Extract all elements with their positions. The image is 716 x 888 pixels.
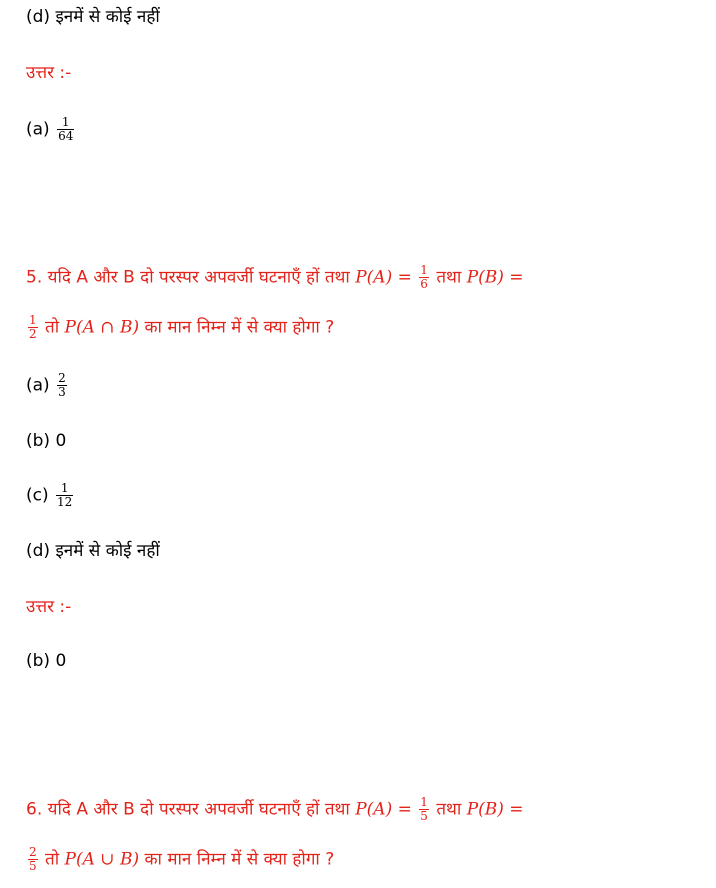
- q5-option-a: [26, 372, 69, 399]
- q6-pb-expr: P(B) =: [466, 799, 524, 820]
- q5-question-rest: का मान निम्न में से क्या होगा ?: [144, 317, 335, 338]
- q5-pb-fraction: [28, 314, 38, 341]
- fraction-numerator: 1: [29, 313, 37, 327]
- q5-option-c: [26, 482, 75, 509]
- q6-pa-fraction: [419, 796, 429, 823]
- q4-answer-label: उत्तर :-: [26, 63, 72, 83]
- q5-question-line-2: [26, 314, 334, 341]
- q5-option-a-label: (a): [26, 375, 50, 396]
- fraction-denominator: 64: [58, 129, 74, 143]
- fraction-denominator: 2: [29, 327, 37, 341]
- q6-question-text: 6. यदि A और B दो परस्पर अपवर्जी घटनाएँ हों तथा: [26, 799, 350, 820]
- q5-option-d: (d) इनमें से कोई नहीं: [26, 541, 160, 561]
- q4-answer-letter: (a): [26, 119, 50, 140]
- q5-option-c-label: (c): [26, 485, 49, 506]
- q4-answer: [26, 116, 76, 143]
- fraction-numerator: 1: [60, 481, 69, 495]
- q5-pa-fraction: [419, 264, 429, 291]
- q6-then: तो: [45, 849, 60, 870]
- q4-option-d: (d) इनमें से कोई नहीं: [26, 7, 160, 27]
- q5-pa-expr: P(A) =: [355, 267, 412, 288]
- q5-option-c-fraction: [56, 482, 73, 509]
- fraction-denominator: 5: [420, 809, 428, 823]
- fraction-numerator: 2: [58, 371, 66, 385]
- q5-question-text: 5. यदि A और B दो परस्पर अपवर्जी घटनाएँ हों तथा: [26, 267, 350, 288]
- fraction-denominator: 3: [58, 385, 66, 399]
- q6-pa-expr: P(A) =: [355, 799, 412, 820]
- fraction-denominator: 6: [420, 277, 428, 291]
- q5-intersection-expr: P(A ∩ B): [64, 317, 140, 338]
- fraction-numerator: 1: [61, 115, 70, 129]
- fraction-denominator: 5: [29, 859, 37, 873]
- fraction-numerator: 1: [420, 795, 428, 809]
- q5-question-line-1: [26, 264, 524, 291]
- q6-question-line-2: [26, 846, 334, 873]
- q5-option-a-fraction: [57, 372, 67, 399]
- q6-union-expr: P(A ∪ B): [64, 849, 140, 870]
- q5-answer: (b) 0: [26, 651, 67, 671]
- q5-pb-expr: P(B) =: [466, 267, 524, 288]
- q5-answer-label: उत्तर :-: [26, 597, 72, 617]
- q6-conjunction: तथा: [436, 799, 462, 820]
- fraction-numerator: 2: [29, 845, 37, 859]
- q5-then: तो: [45, 317, 60, 338]
- q6-question-line-1: [26, 796, 524, 823]
- q4-answer-fraction: [57, 116, 74, 143]
- q5-option-b: (b) 0: [26, 431, 67, 451]
- q6-question-rest: का मान निम्न में से क्या होगा ?: [144, 849, 335, 870]
- q5-conjunction: तथा: [436, 267, 462, 288]
- fraction-denominator: 12: [57, 495, 73, 509]
- fraction-numerator: 1: [420, 263, 428, 277]
- q6-pb-fraction: [28, 846, 38, 873]
